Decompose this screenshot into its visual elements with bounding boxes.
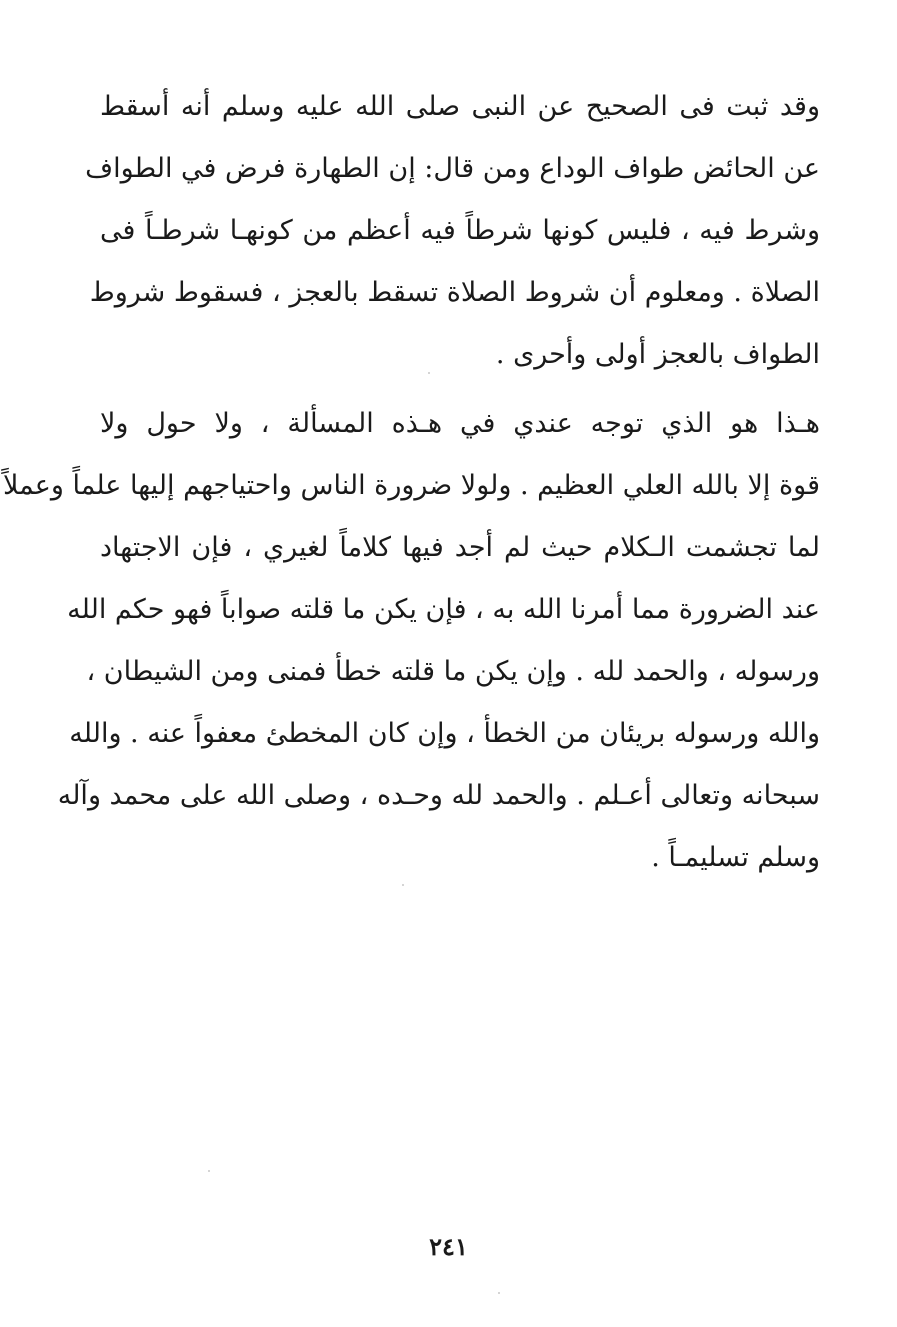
text-line: الصلاة . ومعلوم أن شروط الصلاة تسقط بالعجز ، فسقوط شروط [89,277,820,308]
text-line: وقد ثبت فى الصحيح عن النبى صلى الله عليه وسلم أنه أسقط [100,91,820,122]
scan-speck [498,1292,500,1294]
paragraph-1 [85,76,820,386]
text-line: الطواف بالعجز أولى وأحرى . [495,339,820,370]
text-line: وشرط فيه ، فليس كونها شرطاً فيه أعظم من كونهـا شرطـاً فى [100,215,820,246]
text-line: والله ورسوله بريئان من الخطأ ، وإن كان المخطئ معفواً عنه . والله [69,718,820,749]
text-line: لما تجشمت الـكلام حيث لم أجد فيها كلاماً لغيري ، فإن الاجتهاد [100,532,820,563]
text-line: هـذا هو الذي توجه عندي في هـذه المسألة ، ولا حول ولا [100,408,820,439]
paragraph-2 [3,393,820,889]
text-line: عند الضرورة مما أمرنا الله به ، فإن يكن ما قلته صواباً فهو حكم الله [67,594,820,625]
text-line: سبحانه وتعالى أعـلم . والحمد لله وحـده ، وصلى الله على محمد وآله [57,780,820,811]
scan-speck [208,1170,210,1172]
scan-speck [428,372,430,374]
text-line: وسلم تسليمـاً . [651,842,820,873]
scan-speck [402,884,404,886]
text-line: قوة إلا بالله العلي العظيم . ولولا ضرورة الناس واحتياجهم إليها علماً وعملاً [3,470,820,501]
text-line: ورسوله ، والحمد لله . وإن يكن ما قلته خطأ فمنى ومن الشيطان ، [86,656,820,687]
page-number: ٢٤١ [429,1232,468,1261]
text-line: عن الحائض طواف الوداع ومن قال: إن الطهارة فرض في الطواف [85,153,820,184]
